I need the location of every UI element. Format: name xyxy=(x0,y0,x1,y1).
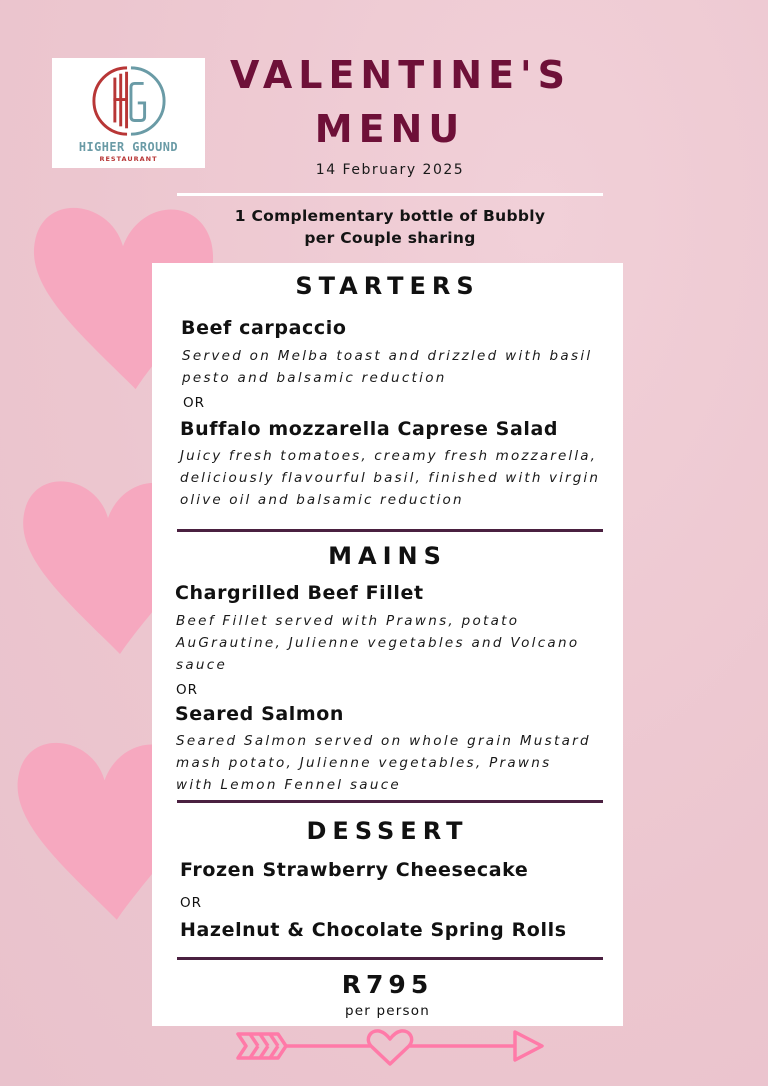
header-divider xyxy=(177,193,603,196)
description-line: pesto and balsamic reduction xyxy=(182,370,447,386)
menu-title-line2: MENU xyxy=(314,107,466,151)
or-separator: OR xyxy=(176,682,199,698)
description-line: Juicy fresh tomatoes, creamy fresh mozzarella, xyxy=(180,448,598,464)
dish-name: Chargrilled Beef Fillet xyxy=(175,582,424,604)
section-divider xyxy=(177,529,603,532)
event-date: 14 February 2025 xyxy=(315,162,465,178)
dish-name: Buffalo mozzarella Caprese Salad xyxy=(180,418,559,440)
promo-text xyxy=(200,205,580,249)
description-line: with Lemon Fennel sauce xyxy=(176,777,402,793)
dish-name: Hazelnut & Chocolate Spring Rolls xyxy=(180,919,567,941)
dish-description xyxy=(176,730,626,796)
heart-arrow-icon xyxy=(230,1022,550,1070)
description-line: deliciously flavourful basil, finished with virgin xyxy=(180,470,601,486)
dish-name: Frozen Strawberry Cheesecake xyxy=(180,859,529,881)
dish-description xyxy=(176,610,626,676)
logo-name: HIGHER GROUND xyxy=(78,139,179,154)
menu-price: R795 xyxy=(341,970,434,999)
section-heading-starters: STARTERS xyxy=(295,272,480,300)
promo-line2: per Couple sharing xyxy=(304,229,476,247)
dish-description xyxy=(180,445,630,511)
section-divider xyxy=(177,957,603,960)
menu-panel xyxy=(152,263,623,1026)
price-unit: per person xyxy=(345,1003,430,1019)
or-separator: OR xyxy=(180,895,203,911)
menu-title-line1: VALENTINE'S xyxy=(230,53,572,97)
dish-name: Beef carpaccio xyxy=(181,317,347,339)
hg-monogram-icon xyxy=(90,62,168,140)
logo-subtitle: RESTAURANT xyxy=(99,155,158,163)
description-line: mash potato, Julienne vegetables, Prawns xyxy=(176,755,552,771)
description-line: olive oil and balsamic reduction xyxy=(180,492,464,508)
promo-line1: 1 Complementary bottle of Bubbly xyxy=(234,207,546,225)
dish-name: Seared Salmon xyxy=(175,703,345,725)
description-line: Seared Salmon served on whole grain Mustard xyxy=(176,733,591,749)
section-heading-dessert: DESSERT xyxy=(306,817,469,845)
section-divider xyxy=(177,800,603,803)
or-separator: OR xyxy=(183,395,206,411)
section-heading-mains: MAINS xyxy=(328,542,447,570)
description-line: AuGrautine, Julienne vegetables and Volcano xyxy=(176,635,580,651)
description-line: Served on Melba toast and drizzled with basil xyxy=(182,348,593,364)
description-line: Beef Fillet served with Prawns, potato xyxy=(176,613,520,629)
description-line: sauce xyxy=(176,657,228,673)
restaurant-logo xyxy=(52,58,205,168)
dish-description xyxy=(182,345,632,389)
